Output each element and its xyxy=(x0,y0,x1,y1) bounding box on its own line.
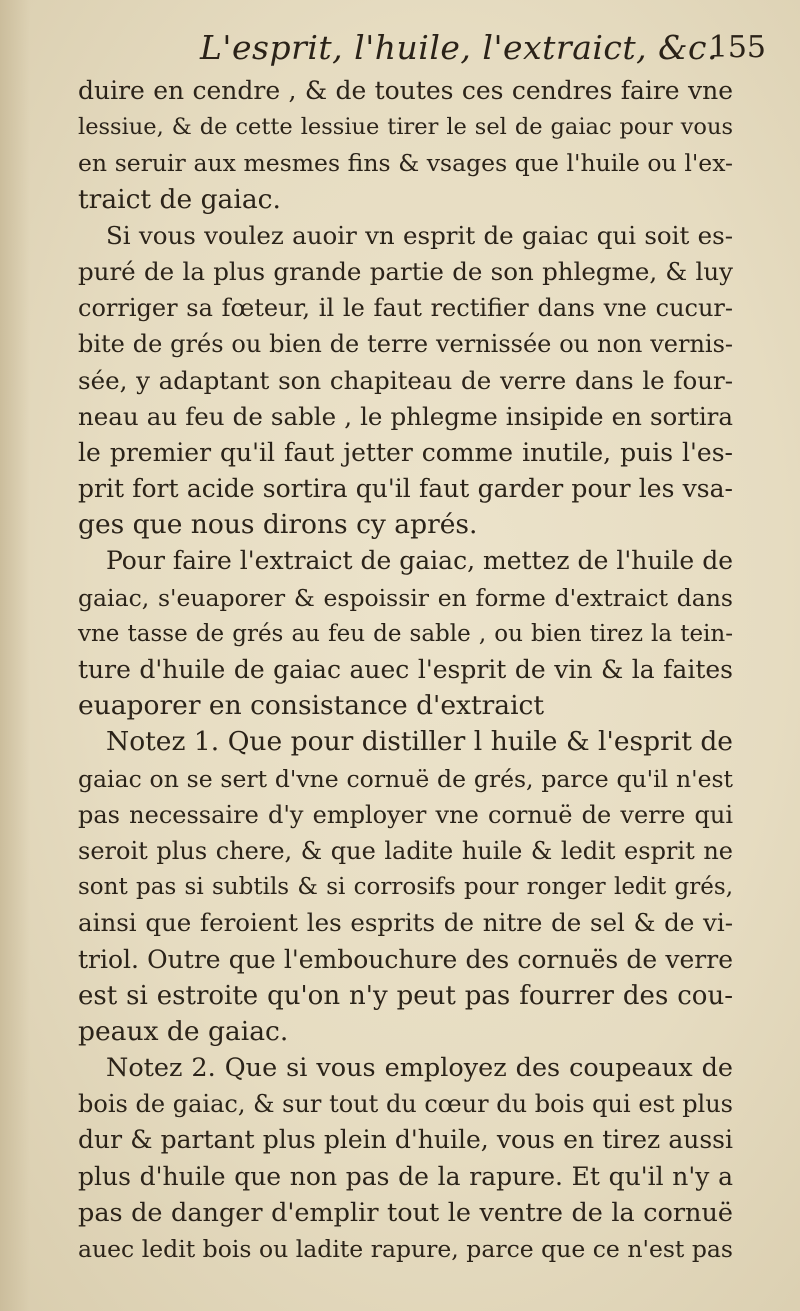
page-gutter-shadow xyxy=(0,0,30,1311)
text-line: Notez 2. Que si vous employez des coupeaux de xyxy=(106,1053,733,1084)
text-line: traict de gaiac. xyxy=(78,183,281,215)
text-line: ture d'huile de gaiac auec l'esprit de vin & la faites xyxy=(78,655,733,684)
text-line: bois de gaiac, & sur tout du cœur du bois qui est plus xyxy=(78,1090,733,1119)
body-text xyxy=(78,73,733,1267)
text-line: sont pas si subtils & si corrosifs pour ronger ledit grés, xyxy=(78,874,733,901)
text-line: corriger sa fœteur, il le faut rectifier dans vne cucur- xyxy=(78,294,733,323)
text-line: sée, y adaptant son chapiteau de verre dans le four- xyxy=(78,365,733,395)
text-line: est si estroite qu'on n'y peut pas fourrer des cou- xyxy=(78,980,733,1011)
text-line: euaporer en consistance d'extraict xyxy=(78,690,545,722)
text-line: ainsi que feroient les esprits de nitre de sel & de vi- xyxy=(78,908,733,938)
text-line: Notez 1. Que pour distiller l huile & l'esprit de xyxy=(106,726,733,758)
text-line: Si vous voulez auoir vn esprit de gaiac qui soit es- xyxy=(106,220,733,250)
text-line: dur & partant plus plein d'huile, vous en tirez aussi xyxy=(78,1125,733,1155)
text-line: ges que nous dirons cy aprés. xyxy=(78,509,478,541)
running-head: L'esprit, l'huile, l'extraict, &c. xyxy=(200,28,718,67)
text-line: prit fort acide sortira qu'il faut garder pour les vsa- xyxy=(78,474,733,504)
text-line: peaux de gaiac. xyxy=(78,1015,289,1047)
text-line: triol. Outre que l'embouchure des cornuës de verre xyxy=(78,944,733,974)
text-line: vne tasse de grés au feu de sable , ou bien tirez la tein- xyxy=(78,620,733,647)
text-line: duire en cendre , & de toutes ces cendres faire vne xyxy=(78,76,733,105)
text-line: lessiue, & de cette lessiue tirer le sel de gaiac pour vous xyxy=(78,114,733,141)
text-line: neau au feu de sable , le phlegme insipide en sortira xyxy=(78,401,733,431)
text-line: puré de la plus grande partie de son phlegme, & luy xyxy=(78,256,733,286)
text-line: pas de danger d'emplir tout le ventre de la cornuë xyxy=(78,1197,733,1228)
text-line: pas necessaire d'y employer vne cornuë de verre qui xyxy=(78,800,733,829)
text-line: auec ledit bois ou ladite rapure, parce que ce n'est pas xyxy=(78,1235,733,1263)
text-line: gaiac, s'euaporer & espoissir en forme d'extraict dans xyxy=(78,583,733,612)
text-line: seroit plus chere, & que ladite huile & ledit esprit ne xyxy=(78,836,733,865)
text-line: en seruir aux mesmes fins & vsages que l'huile ou l'ex- xyxy=(78,149,733,178)
text-line: plus d'huile que non pas de la rapure. Et qu'il n'y a xyxy=(78,1161,733,1191)
text-line: Pour faire l'extraict de gaiac, mettez de l'huile de xyxy=(106,546,733,576)
page-number: 155 xyxy=(708,30,766,65)
text-line: bite de grés ou bien de terre vernissée ou non vernis- xyxy=(78,330,733,359)
text-line: gaiac on se sert d'vne cornuë de grés, parce qu'il n'est xyxy=(78,764,733,793)
text-line: le premier qu'il faut jetter comme inutile, puis l'es- xyxy=(78,437,733,467)
